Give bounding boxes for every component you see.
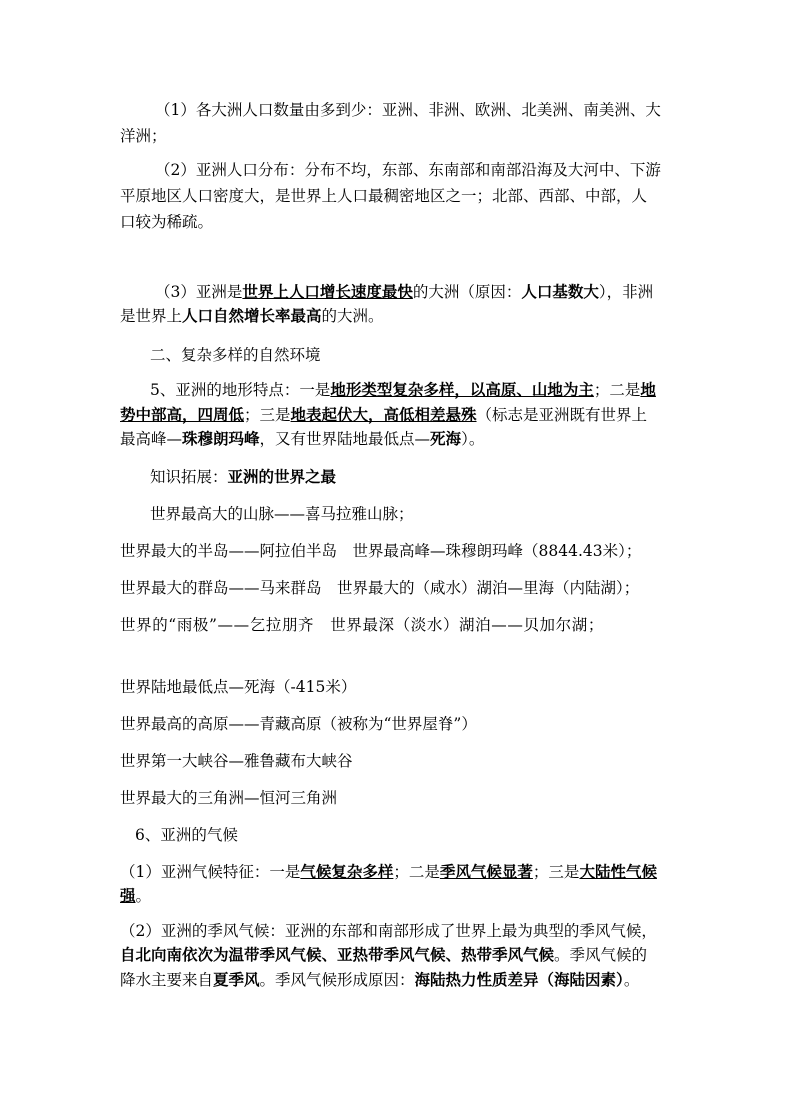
record-item: [120, 677, 356, 697]
para-1-line-1: [155, 100, 661, 120]
emphasis: 夏季风: [213, 970, 260, 989]
text: 世界最大的半岛——阿拉伯半岛 世界最高峰—珠穆朗玛峰（8844.43米）；: [120, 542, 642, 560]
text: （2）亚洲的季风气候：亚洲的东部和南部形成了世界上最为典型的季风气候，: [120, 922, 657, 940]
text: ；二是: [593, 381, 641, 399]
climate-2-line-1: [120, 921, 657, 941]
emphasis: 地: [640, 380, 656, 399]
text: 6、亚洲的气候: [135, 826, 238, 844]
text: （标志是亚洲既有世界上: [476, 406, 648, 424]
emphasis: 地形类型复杂多样，以高原、山地为主: [330, 380, 594, 399]
text: 。季风气候的: [554, 946, 648, 964]
text: 。季风气候形成原因：: [259, 971, 415, 989]
text: 二、复杂多样的自然环境: [150, 346, 321, 364]
emphasis: 海陆热力性质差异（海陆因素）: [414, 970, 624, 989]
text: 世界最大的群岛——马来群岛 世界最大的（咸水）湖泊—里海（内陆湖）；: [120, 579, 640, 597]
text: ，又有世界陆地最低点—: [259, 430, 431, 448]
para-1-line-2: [120, 126, 167, 146]
text: 世界最高大的山脉——喜马拉雅山脉；: [150, 505, 414, 523]
para-2-line-3: [120, 212, 213, 232]
record-item: [150, 504, 414, 524]
emphasis: 强: [120, 886, 136, 905]
text: 。: [135, 887, 152, 905]
emphasis: 珠穆朗玛峰: [182, 429, 260, 448]
emphasis: 人口基数大: [521, 282, 599, 301]
para-5-line-2: [120, 405, 647, 425]
section-heading-6: [135, 825, 238, 845]
text: ；三是: [244, 406, 291, 424]
text: 世界陆地最低点—死海（-415米）: [120, 678, 357, 696]
emphasis: 死海: [430, 429, 462, 448]
text: （1）亚洲气候特征：一是: [120, 863, 301, 881]
emphasis: 季风气候显著: [439, 862, 533, 881]
section-heading-2: [150, 345, 321, 365]
text: 平原地区人口密度大，是世界上人口最稠密地区之一；北部、西部、中部，人: [120, 187, 648, 205]
text: 的大洲（原因：: [412, 283, 522, 301]
para-2-line-2: [120, 186, 647, 206]
emphasis: 人口自然增长率最高: [182, 306, 322, 325]
text: 。: [623, 971, 640, 989]
text: ）。: [461, 430, 485, 448]
record-item: [120, 714, 477, 734]
emphasis: 世界上人口增长速度最快: [242, 282, 413, 301]
knowledge-extension-heading: [150, 467, 336, 487]
text: ；三是: [532, 863, 580, 881]
text: 降水主要来自: [120, 971, 214, 989]
emphasis: 亚洲的世界之最: [227, 467, 337, 486]
text: 的大洲。: [321, 307, 384, 325]
text: 最高峰—: [120, 430, 183, 448]
record-item: [120, 751, 353, 771]
para-3-line-1: [155, 282, 653, 302]
climate-1-line-2: [120, 886, 151, 906]
emphasis: 自北向南依次为温带季风气候、亚热带季风气候、热带季风气候: [120, 945, 555, 964]
emphasis: 地表起伏大，高低相差悬殊: [290, 405, 477, 424]
climate-2-line-2: [120, 945, 647, 965]
text: 知识拓展：: [150, 468, 228, 486]
record-item: [120, 615, 604, 635]
text: 是世界上: [120, 307, 183, 325]
text: 世界最高的高原——青藏高原（被称为“世界屋脊”）: [120, 715, 477, 733]
emphasis: 气候复杂多样: [300, 862, 394, 881]
text: 5、亚洲的地形特点：一是: [150, 381, 331, 399]
text: （1）各大洲人口数量由多到少：亚洲、非洲、欧洲、北美洲、南美洲、大: [155, 101, 661, 119]
record-item: [120, 541, 641, 561]
climate-2-line-3: [120, 970, 639, 990]
text: ；二是: [393, 863, 440, 881]
text: 世界最大的三角洲—恒河三角洲: [120, 789, 338, 807]
text: ），非洲: [598, 283, 654, 301]
emphasis: 大陆性气候: [579, 862, 657, 881]
text: （2）亚洲人口分布：分布不均，东部、东南部和南部沿海及大河中、下游: [155, 161, 661, 179]
emphasis: 势中部高，四周低: [120, 405, 245, 424]
text: 世界的“雨极”——乞拉朋齐 世界最深（淡水）湖泊——贝加尔湖；: [120, 616, 604, 634]
para-5-line-3: [120, 429, 484, 449]
record-item: [120, 578, 639, 598]
para-5-line-1: [150, 380, 656, 400]
para-3-line-2: [120, 306, 384, 326]
para-2-line-1: [155, 160, 661, 180]
text: 洋洲；: [120, 127, 167, 145]
text: 口较为稀疏。: [120, 213, 214, 231]
climate-1-line-1: [120, 862, 657, 882]
record-item: [120, 788, 337, 808]
text: （3）亚洲是: [155, 283, 243, 301]
text: 世界第一大峡谷—雅鲁藏布大峡谷: [120, 752, 353, 770]
